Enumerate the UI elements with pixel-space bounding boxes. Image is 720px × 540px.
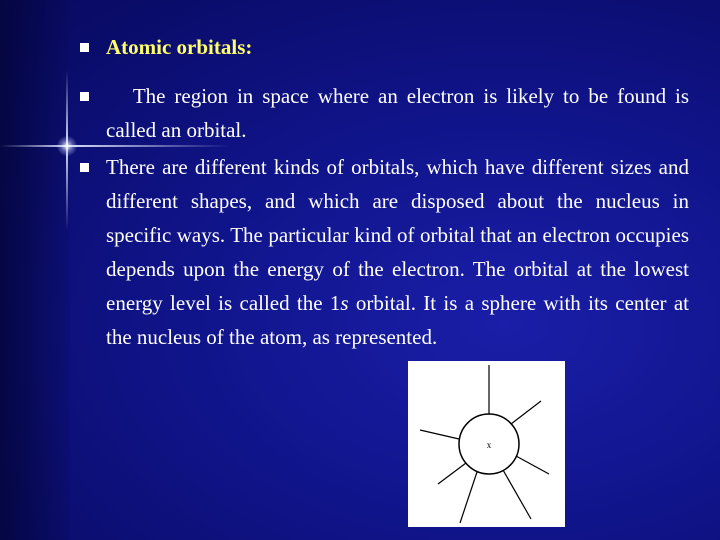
square-bullet-icon — [80, 92, 89, 101]
radial-line — [503, 470, 531, 519]
orbital-sphere-figure — [408, 361, 565, 527]
radial-line — [516, 456, 549, 474]
sparkle-icon — [57, 136, 77, 156]
square-bullet-icon — [80, 163, 89, 172]
orbital-s-italic: s — [340, 291, 349, 315]
definition-text: The region in space where an electron is likely to be found is called an orbital. — [106, 84, 695, 142]
background-shade — [0, 0, 70, 540]
description-text — [106, 150, 689, 354]
square-bullet-icon — [80, 43, 89, 52]
description-text-part1: There are different kinds of orbitals, which have different sizes and different shapes, and which are disposed about the nucleus in specific ways. The particular kind of orbital that an electron occupies depends upon the energy of the electron. The orbital at the lowest energy level is called the 1 — [106, 155, 689, 315]
radial-line — [460, 472, 477, 523]
orbital-diagram — [408, 361, 565, 527]
nucleus-label: x — [486, 440, 492, 450]
radial-line — [438, 463, 466, 484]
slide-heading: Atomic orbitals: — [106, 35, 253, 59]
radial-line — [420, 430, 459, 439]
radial-line — [511, 401, 541, 424]
description-text-part2: orbital. It is a sphere with its center at the nucleus of the atom, as represented. — [106, 291, 690, 349]
